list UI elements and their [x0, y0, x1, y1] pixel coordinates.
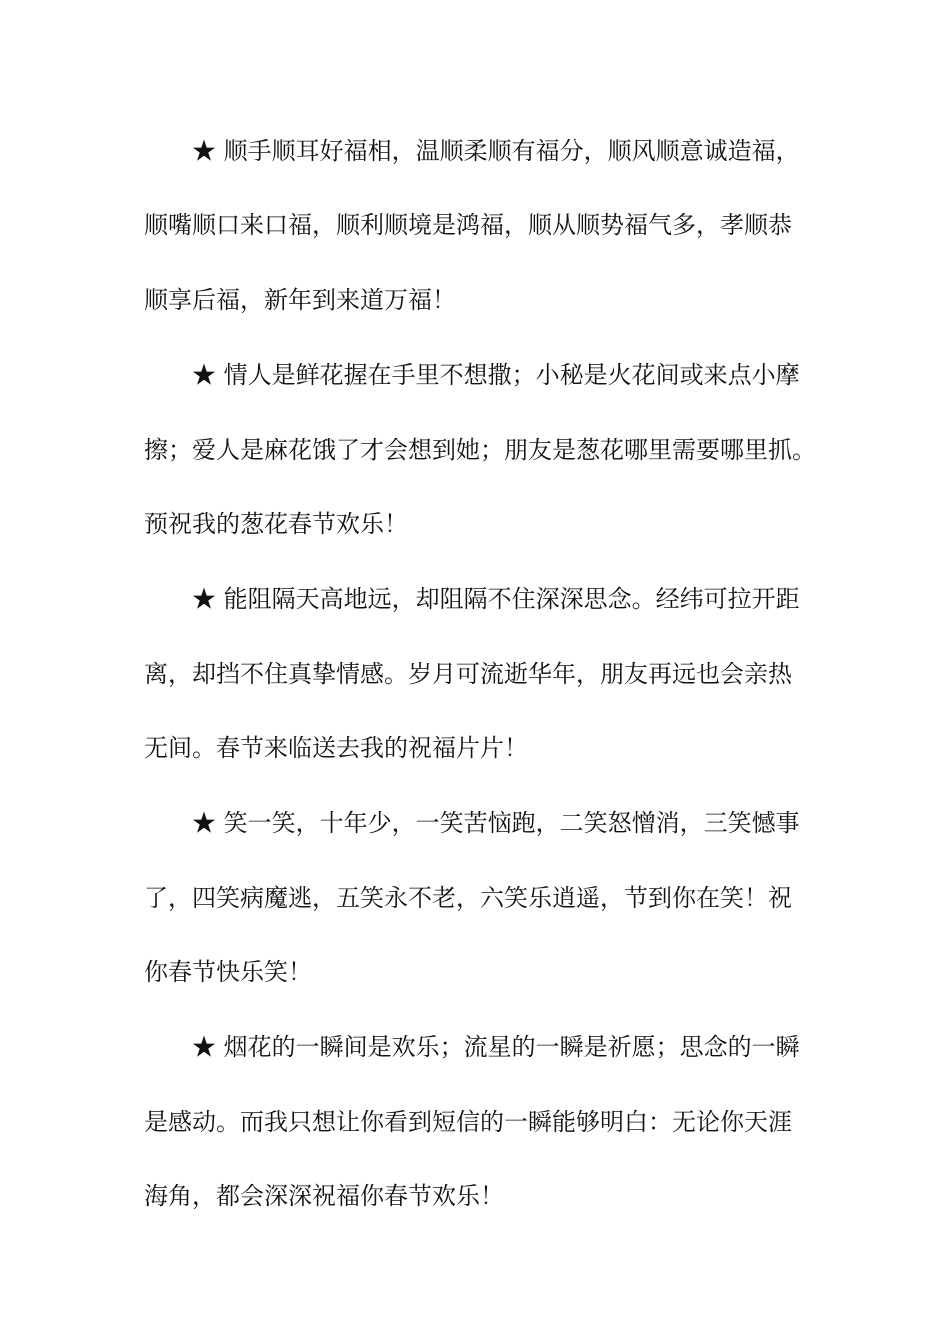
- paragraph-line: 擦；爱人是麻花饿了才会想到她；朋友是葱花哪里需要哪里抓。: [144, 436, 816, 464]
- paragraph-line: 离，却挡不住真挚情感。岁月可流逝华年，朋友再远也会亲热: [144, 660, 792, 688]
- paragraph-line: 顺嘴顺口来口福，顺利顺境是鸿福，顺从顺势福气多，孝顺恭: [144, 211, 792, 239]
- paragraph-line: 是感动。而我只想让你看到短信的一瞬能够明白：无论你天涯: [144, 1108, 792, 1136]
- paragraph-line: 预祝我的葱花春节欢乐！: [144, 510, 408, 538]
- paragraph-line: ★ 能阻隔天高地远，却阻隔不住深深思念。经纬可拉开距: [192, 585, 800, 613]
- paragraph-line: 海角，都会深深祝福你春节欢乐！: [144, 1182, 504, 1210]
- paragraph-line: 了，四笑病魔逃，五笑永不老，六笑乐逍遥，节到你在笑！祝: [144, 884, 792, 912]
- paragraph-line: ★ 烟花的一瞬间是欢乐；流星的一瞬是祈愿；思念的一瞬: [192, 1033, 800, 1061]
- paragraph-line: 无间。春节来临送去我的祝福片片！: [144, 734, 528, 762]
- paragraph-line: ★ 顺手顺耳好福相，温顺柔顺有福分，顺风顺意诚造福，: [192, 137, 800, 165]
- paragraph-line: 你春节快乐笑！: [144, 958, 312, 986]
- paragraph-line: 顺享后福，新年到来道万福！: [144, 286, 456, 314]
- paragraph-line: ★ 情人是鲜花握在手里不想撒；小秘是火花间或来点小摩: [192, 361, 800, 389]
- paragraph-line: ★ 笑一笑，十年少，一笑苦恼跑，二笑怒憎消，三笑憾事: [192, 809, 800, 837]
